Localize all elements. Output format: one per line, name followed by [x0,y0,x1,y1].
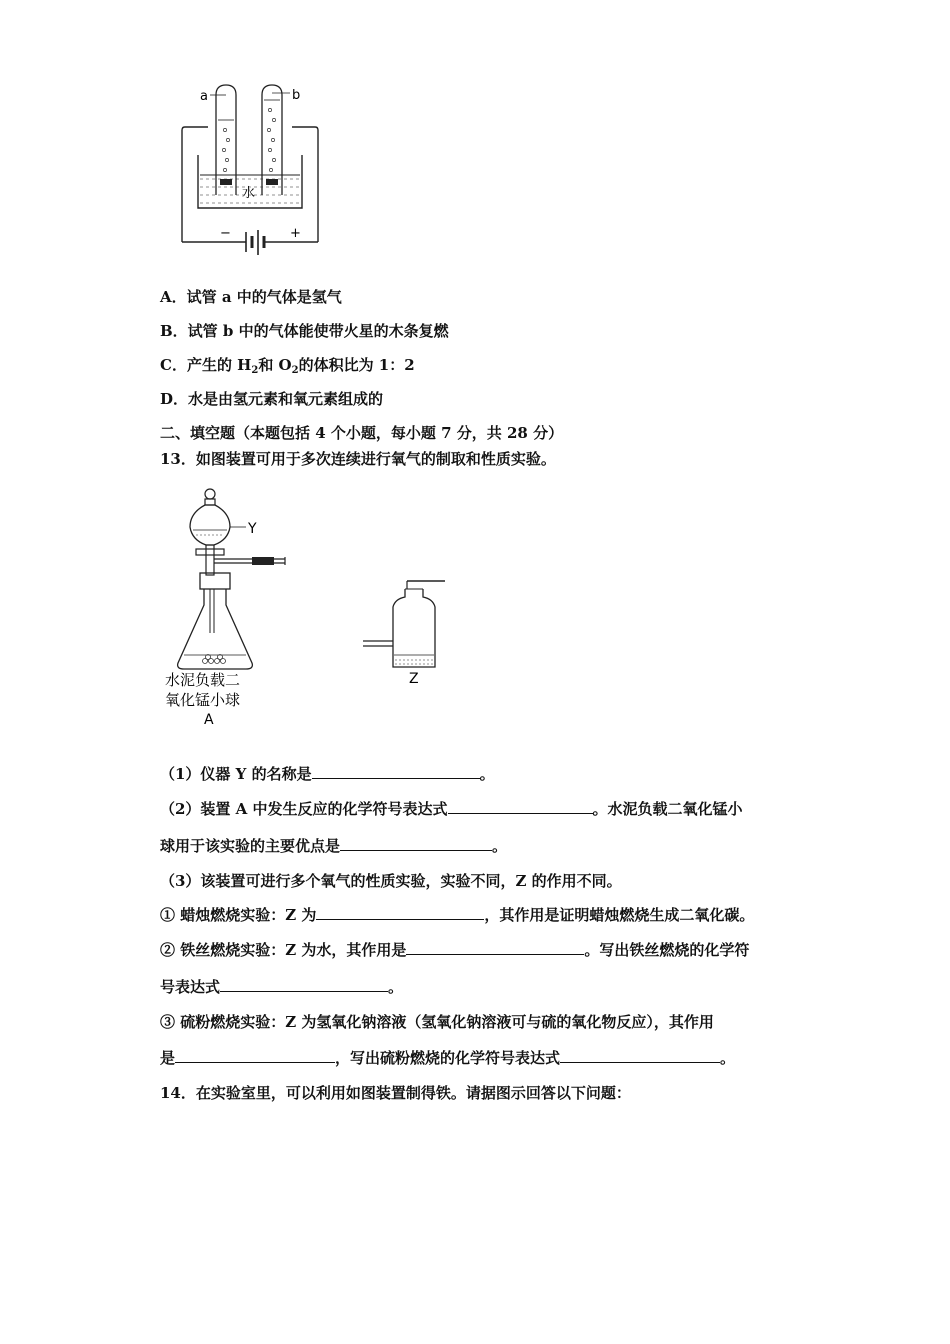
q13-item2-cont: 。写出铁丝燃烧的化学符 [584,941,750,959]
positive-terminal: + [290,226,301,241]
answer-blank-1[interactable] [312,764,480,779]
q13-item1 [160,905,754,925]
caption-line-2: 氧化锰小球 [165,691,241,709]
answer-blank-8[interactable] [560,1048,720,1063]
section-heading: 二、填空题（本题包括 4 个小题，每小题 7 分，共 28 分） [160,424,564,442]
apparatus-z-diagram [355,575,455,690]
funnel-y-label: Y [248,521,257,537]
electrolysis-diagram [170,75,330,265]
option-c [160,355,415,381]
q13-item3-line2 [160,1048,735,1068]
q13-item3-text: 是 [160,1049,176,1067]
q13-part2-text2: 球用于该实验的主要优点是 [160,837,341,855]
option-c-mid: 和 O [258,356,292,374]
answer-blank-6[interactable] [220,977,388,992]
bottle-z-label: Z [409,671,419,687]
answer-blank-5[interactable] [406,940,584,955]
tube-a-label: a [200,89,208,104]
apparatus-a-diagram [160,485,300,730]
q13-item1-text: ① 蜡烛燃烧实验：Z 为 [160,906,317,924]
caption-line-1: 水泥负载二 [165,671,241,689]
q13-part1-text: （1）仪器 Y 的名称是 [160,765,312,783]
q13-item2-text2: 号表达式 [160,978,221,996]
q13-stem: 13．如图装置可用于多次连续进行氧气的制取和性质实验。 [160,450,556,468]
q13-item3: ③ 硫粉燃烧实验：Z 为氢氧化钠溶液（氢氧化钠溶液可与硫的氧化物反应），其作用 [160,1013,714,1031]
tube-b-label: b [292,88,301,103]
answer-blank-7[interactable] [175,1048,335,1063]
q13-item2-line2 [160,977,403,997]
answer-blank-2[interactable] [448,799,593,814]
apparatus-a-label: A [204,712,214,728]
option-b: B．试管 b 中的气体能使带火星的木条复燃 [160,322,449,340]
q13-part2-end: 。 [492,837,508,855]
q13-item2 [160,940,749,960]
option-c-sub-2: 2 [291,365,299,376]
option-c-suffix: 的体积比为 1：2 [298,356,415,374]
q13-item2-text: ② 铁丝燃烧实验：Z 为水，其作用是 [160,941,407,959]
option-c-sub-1: 2 [251,365,259,376]
answer-blank-3[interactable] [340,836,492,851]
option-c-prefix: C．产生的 H [160,356,252,374]
q13-part1-end: 。 [479,765,495,783]
q13-part2-cont: 。水泥负载二氧化锰小 [592,800,743,818]
q13-item1-end: ，其作用是证明蜡烛燃烧生成二氧化碳。 [484,906,755,924]
water-label: 水 [242,186,256,201]
q13-item2-end: 。 [388,978,404,996]
q14-stem: 14．在实验室里，可以利用如图装置制得铁。请据图示回答以下问题： [160,1084,631,1102]
q13-part1 [160,764,495,784]
q13-item3-end: 。 [720,1049,736,1067]
q13-part2 [160,799,743,819]
q13-part3: （3）该装置可进行多个氧气的性质实验，实验不同，Z 的作用不同。 [160,872,622,890]
q13-part2-text: （2）装置 A 中发生反应的化学符号表达式 [160,800,448,818]
q13-item3-cont: ，写出硫粉燃烧的化学符号表达式 [335,1049,561,1067]
negative-terminal: − [220,226,231,241]
answer-blank-4[interactable] [316,905,484,920]
option-a: A．试管 a 中的气体是氢气 [160,288,342,306]
q13-part2-line2 [160,836,507,856]
option-d: D．水是由氢元素和氧元素组成的 [160,390,384,408]
